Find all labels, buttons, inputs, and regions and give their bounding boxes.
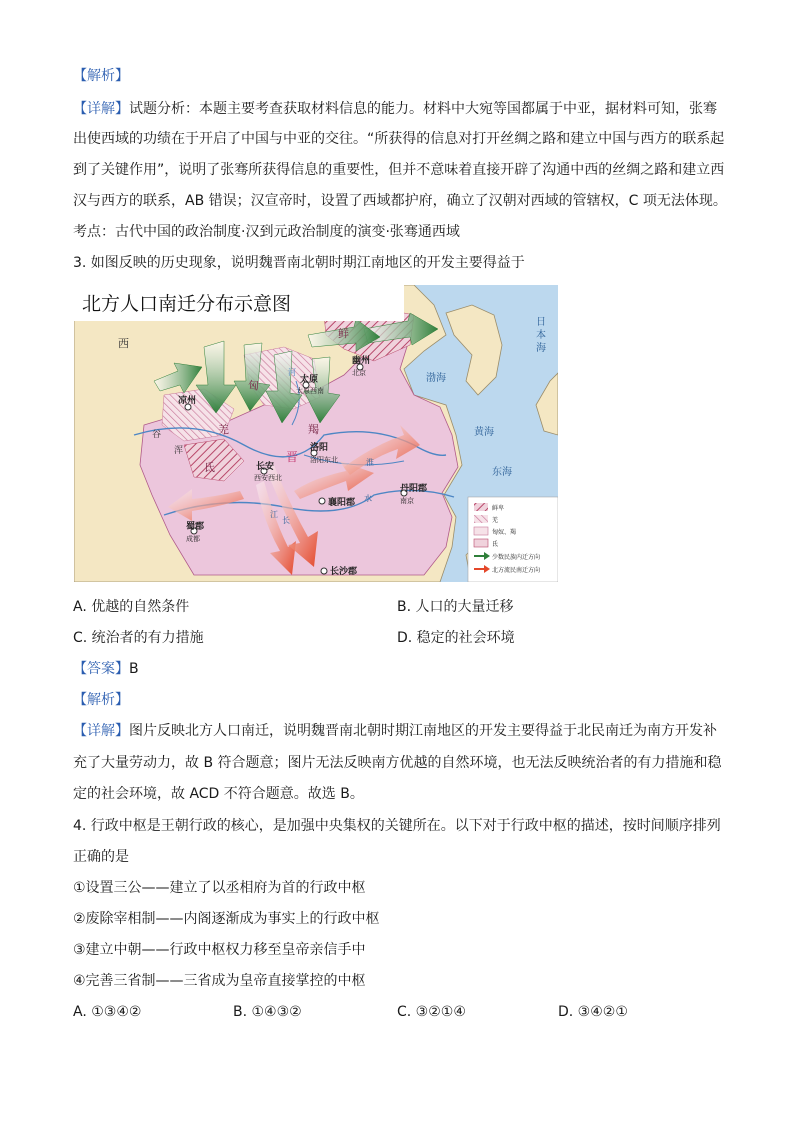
- detail-line: 定的社会环境，故 ACD 不符合题意。故选 B。: [73, 786, 364, 802]
- region-label: 鲜: [338, 327, 349, 340]
- option-a: A. ①③④②: [73, 1004, 142, 1020]
- kaodian-line: 考点：古代中国的政治制度·汉到元政治制度的演变·张骞通西域: [73, 224, 460, 240]
- analysis-tag: 【解析】: [73, 692, 129, 708]
- detail-tag: 【详解】: [73, 101, 129, 117]
- sea-label: 东海: [492, 467, 512, 478]
- answer-tag: 【答案】: [73, 661, 129, 677]
- place-label: 丹阳郡: [400, 484, 428, 494]
- question-stem: 正确的是: [73, 849, 129, 865]
- detail-text: 图片反映北方人口南迁，说明魏晋南北朝时期江南地区的开发主要得益于北民南迁为南方开发补: [129, 723, 717, 739]
- detail-line: 到了关键作用”，说明了张骞所获得信息的重要性，但并不意味着直接开辟了沟通中西的丝绸之路和建立西: [73, 162, 725, 178]
- option-d: D. 稳定的社会环境: [397, 630, 515, 646]
- legend-label: 鲜卑: [492, 505, 505, 512]
- place-label: 太原西南: [296, 387, 324, 395]
- region-label: 西: [118, 337, 129, 350]
- place-label: 洛阳东北: [310, 456, 338, 464]
- water-label: 水: [364, 494, 372, 503]
- option-c: C. 统治者的有力措施: [73, 630, 204, 646]
- detail-line: [73, 99, 717, 119]
- legend-swatch: [474, 503, 488, 511]
- statement-item: ④完善三省制——三省成为皇帝直接掌控的中枢: [73, 973, 366, 989]
- statement-item: ①设置三公——建立了以丞相府为首的行政中枢: [73, 880, 366, 896]
- water-label: 长: [282, 516, 290, 525]
- place-label: 成都: [186, 535, 200, 543]
- migration-map: [74, 285, 558, 582]
- legend-label: 少数民族内迁方向: [492, 554, 541, 561]
- detail-line: 充了大量劳动力，故 B 符合题意；图片无法反映南方优越的自然环境，也无法反映统治者的有力措施和稳: [73, 755, 722, 771]
- question-stem: 4. 行政中枢是王朝行政的核心，是加强中央集权的关键所在。以下对于行政中枢的描述，按时间顺序排列: [73, 818, 721, 834]
- region-label: 晋: [286, 450, 299, 464]
- legend-label: 北方流民南迁方向: [492, 567, 541, 574]
- place-label: 太原: [300, 375, 319, 385]
- region-label: 氐: [204, 461, 215, 474]
- statement-item: ③建立中朝——行政中枢权力移至皇帝亲信手中: [73, 942, 366, 958]
- sea-label-char: 海: [536, 343, 546, 354]
- region-label: 羌: [218, 423, 229, 436]
- place-label: 洛阳: [310, 443, 329, 453]
- place-label: 长安: [256, 462, 275, 472]
- sea-label-char: 本: [536, 330, 546, 341]
- place-label: 蜀郡: [186, 522, 205, 532]
- city-dot: [319, 498, 325, 504]
- map-legend: [468, 497, 558, 582]
- legend-swatch: [474, 539, 488, 547]
- statement-item: ②废除宰相制——内阁逐渐成为事实上的行政中枢: [73, 911, 380, 927]
- city-dot: [321, 568, 327, 574]
- place-label: 幽州: [352, 356, 371, 366]
- place-label: 西安西北: [254, 474, 282, 482]
- detail-text: 试题分析：本题主要考查获取材料信息的能力。材料中大宛等国都属于中亚，据材料可知，张骞: [129, 101, 717, 117]
- option-b: B. 人口的大量迁移: [397, 599, 514, 615]
- region-label: 羯: [308, 423, 319, 436]
- option-b: B. ①④③②: [233, 1004, 302, 1020]
- question-stem: 3. 如图反映的历史现象，说明魏晋南北朝时期江南地区的开发主要得益于: [73, 255, 525, 271]
- place-label: 长沙郡: [330, 567, 358, 577]
- detail-tag: 【详解】: [73, 723, 129, 739]
- legend-label: 羌: [492, 517, 499, 524]
- water-label: 江: [270, 510, 278, 519]
- option-c: C. ③②①④: [397, 1004, 466, 1020]
- detail-line: 出使西域的功绩在于开启了中国与中亚的交往。“所获得的信息对打开丝绸之路和建立中国与西方的联系起: [73, 131, 725, 147]
- region-label: 匈: [248, 379, 259, 392]
- legend-swatch: [474, 515, 488, 523]
- answer-value: B: [129, 661, 139, 677]
- detail-line: 汉与西方的联系，AB 错误；汉宣帝时，设置了西域都护府，确立了汉朝对西域的管辖权，C 项无法体现。: [73, 193, 727, 209]
- place-label: 南京: [400, 497, 414, 505]
- legend-swatch: [474, 527, 488, 535]
- answer-line: [73, 659, 139, 679]
- legend-label: 匈奴、羯: [492, 529, 517, 536]
- region-label: 浑: [174, 446, 184, 456]
- option-a: A. 优越的自然条件: [73, 599, 190, 615]
- region-label: 河: [288, 368, 296, 377]
- region-label: 谷: [152, 430, 162, 440]
- place-label: 北京: [352, 369, 366, 377]
- option-d: D. ③④②①: [558, 1004, 628, 1020]
- sea-label-char: 日: [536, 317, 546, 328]
- detail-line: [73, 721, 717, 741]
- legend-label: 氐: [492, 541, 499, 548]
- place-label: 襄阳郡: [328, 498, 356, 508]
- sea-label: 渤海: [426, 373, 446, 384]
- map-title: 北方人口南迁分布示意图: [82, 293, 292, 315]
- water-label: 淮: [366, 458, 374, 467]
- sea-label: 黄海: [474, 427, 494, 438]
- analysis-tag: 【解析】: [73, 68, 129, 84]
- place-label: 凉州: [178, 396, 197, 406]
